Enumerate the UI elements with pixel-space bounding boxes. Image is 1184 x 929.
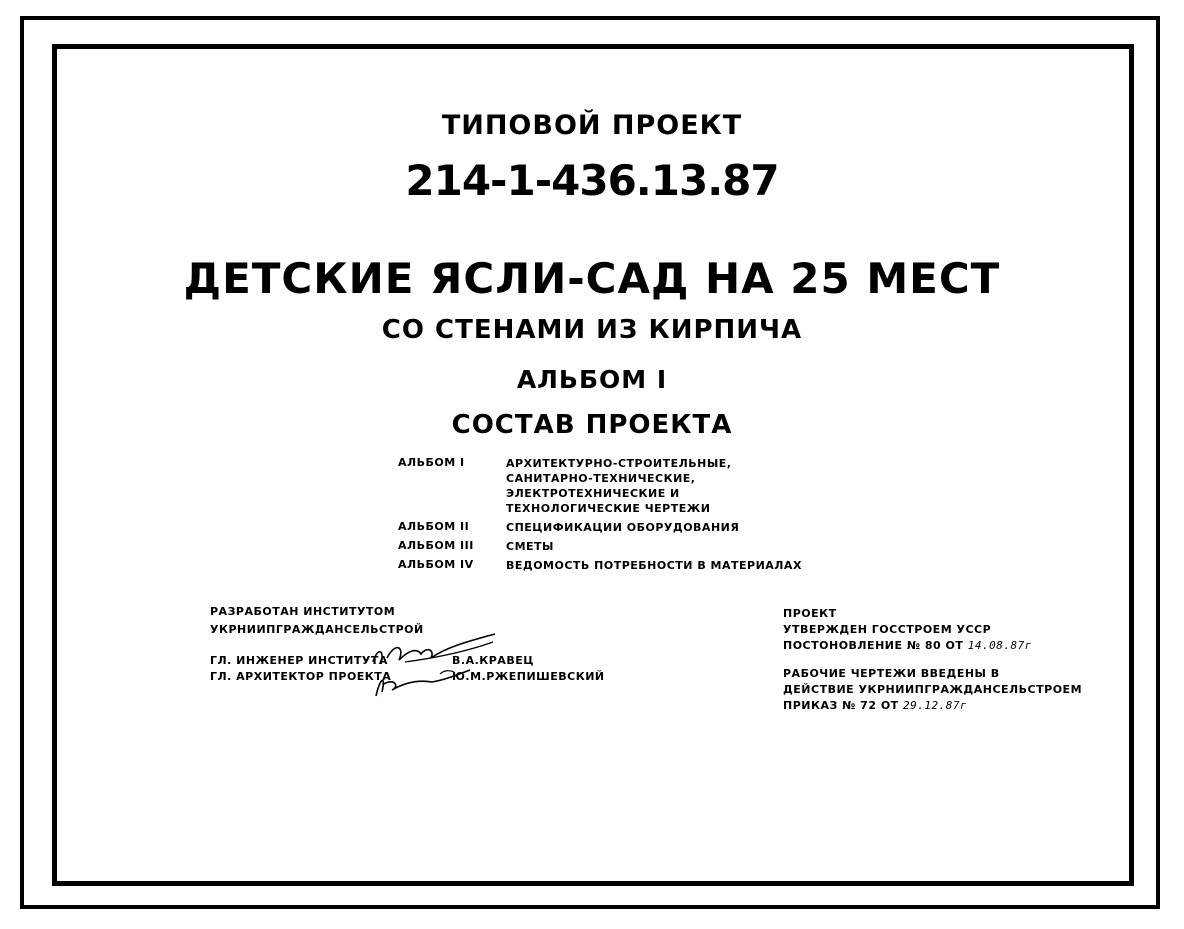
album-row [398, 539, 812, 554]
project-code: 214-1-436.13.87 [405, 156, 779, 205]
architect-name: Ю.М.РЖЕПИШЕВСКИЙ [452, 670, 605, 683]
project-title: ДЕТСКИЕ ЯСЛИ-САД НА 25 МЕСТ [183, 254, 1001, 303]
decree-date: 14.08.87г [967, 639, 1032, 652]
album-description: СМЕТЫ [506, 540, 554, 553]
order-date: 29.12.87г [903, 699, 968, 712]
album-heading: АЛЬБОМ I [516, 365, 668, 394]
engineer-name: В.А.КРАВЕЦ [452, 654, 534, 667]
album-row [398, 456, 812, 516]
project-subtitle: СО СТЕНАМИ ИЗ КИРПИЧА [381, 315, 803, 345]
approval-block [783, 606, 1082, 714]
developer-line: РАЗРАБОТАН ИНСТИТУТОМ [210, 605, 396, 618]
spacer [783, 654, 1082, 666]
approval-line: УТВЕРЖДЕН ГОССТРОЕМ УССР [783, 623, 992, 636]
approval-decree [783, 638, 1082, 654]
album-description: АРХИТЕКТУРНО-СТРОИТЕЛЬНЫЕ, САНИТАРНО-ТЕХНИЧЕСКИЕ, ЭЛЕКТРОТЕХНИЧЕСКИЕ И ТЕХНОЛОГИЧЕСКИЕ ЧЕРТЕЖИ [506, 457, 732, 515]
album-row [398, 520, 812, 535]
album-description: СПЕЦИФИКАЦИИ ОБОРУДОВАНИЯ [506, 521, 740, 534]
engineer-role: ГЛ. ИНЖЕНЕР ИНСТИТУТА [210, 654, 388, 667]
approval-line: РАБОЧИЕ ЧЕРТЕЖИ ВВЕДЕНЫ В [783, 667, 1000, 680]
approval-order [783, 698, 1082, 714]
project-type-heading: ТИПОВОЙ ПРОЕКТ [441, 110, 743, 141]
architect-signature-icon [370, 664, 480, 700]
album-row [398, 558, 812, 573]
album-description: ВЕДОМОСТЬ ПОТРЕБНОСТИ В МАТЕРИАЛАХ [506, 559, 802, 572]
order-prefix: ПРИКАЗ № 72 ОТ [783, 699, 899, 712]
approval-line: ДЕЙСТВИЕ УКРНИИПГРАЖДАНСЕЛЬСТРОЕМ [783, 683, 1083, 696]
decree-prefix: ПОСТОНОВЛЕНИЕ № 80 ОТ [783, 639, 964, 652]
album-label: АЛЬБОМ IV [398, 558, 474, 571]
album-label: АЛЬБОМ I [398, 456, 465, 469]
approval-line: ПРОЕКТ [783, 607, 837, 620]
album-label: АЛЬБОМ III [398, 539, 474, 552]
album-list [398, 456, 812, 577]
album-label: АЛЬБОМ II [398, 520, 470, 533]
developer-institute: УКРНИИПГРАЖДАНСЕЛЬСТРОЙ [210, 623, 424, 636]
architect-role: ГЛ. АРХИТЕКТОР ПРОЕКТА [210, 670, 392, 683]
composition-heading: СОСТАВ ПРОЕКТА [451, 410, 733, 440]
